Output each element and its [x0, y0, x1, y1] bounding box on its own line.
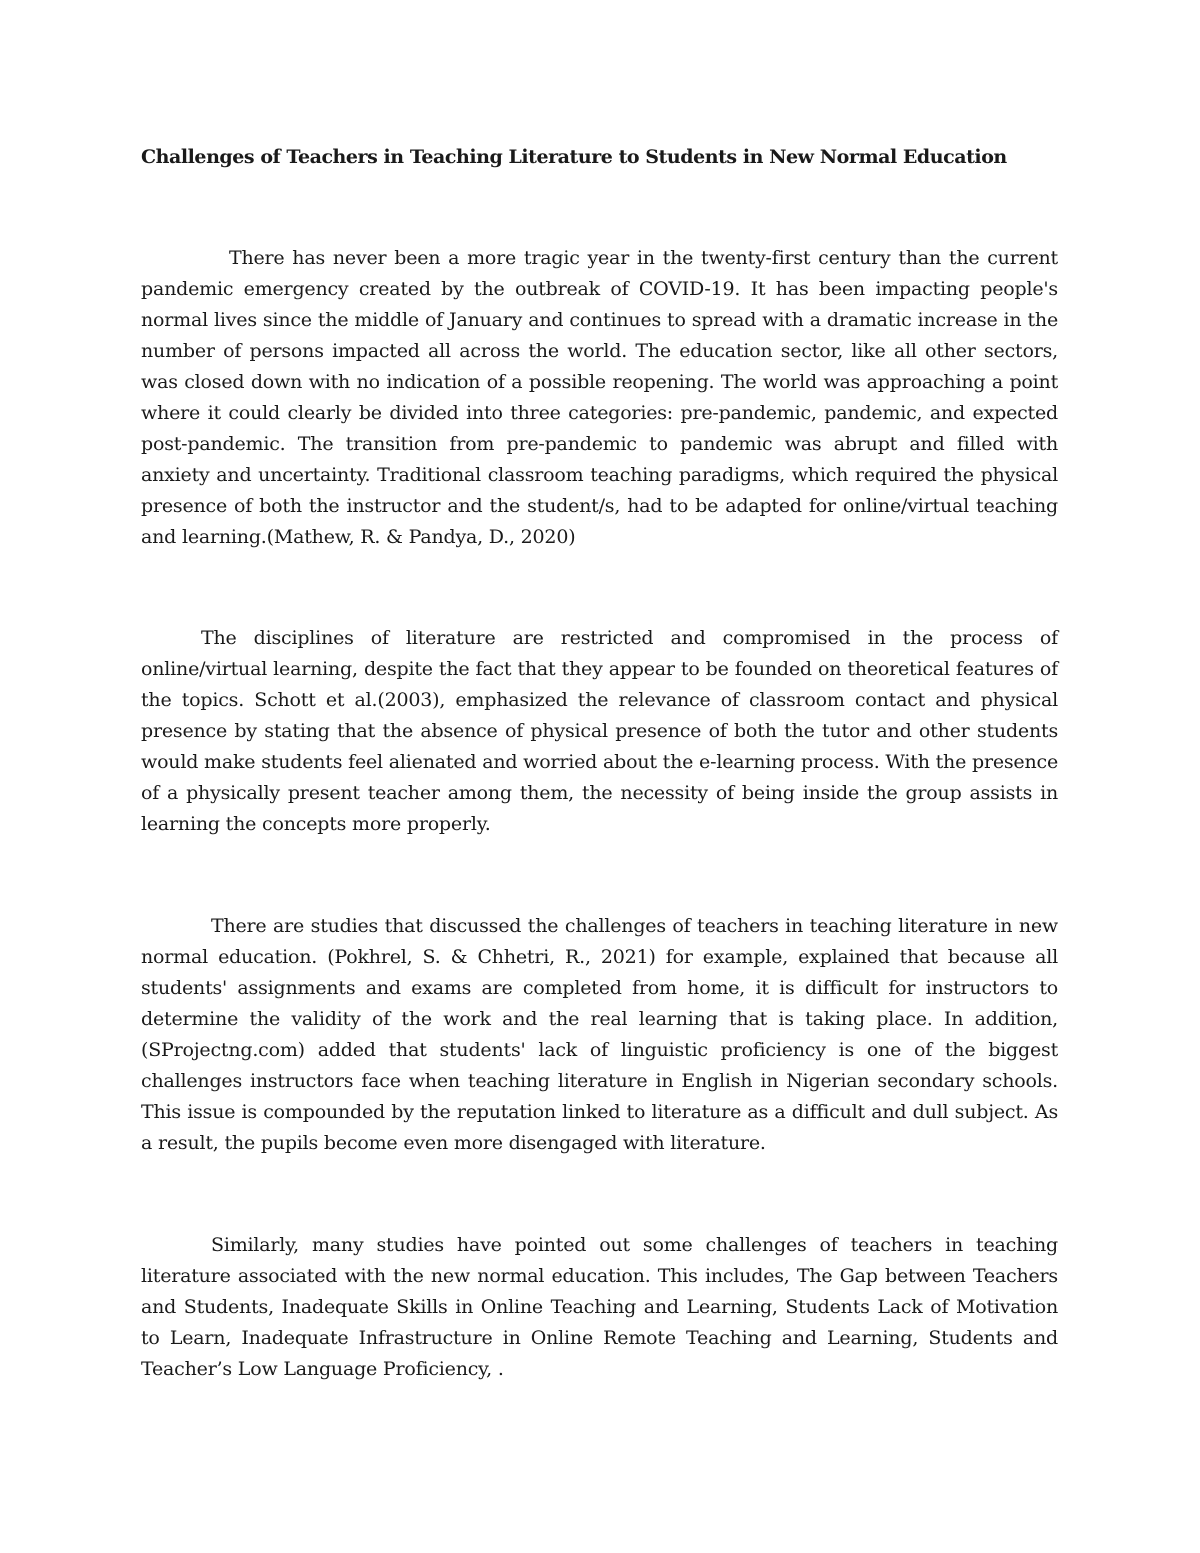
paragraph-3: There are studies that discussed the challenges of teachers in teaching literature in new normal education. (Pokhrel, S. & Chhetri, R., 2021) for example, explained that because all students' assignments and exams are completed from home, it is difficult for instructors to determine the validity of the work and the real learning that is taking place. In addition, (SProjectng.com) added that students' lack of linguistic proficiency is one of the biggest challenges instructors face when teaching literature in English in Nigerian secondary schools. This issue is compounded by the reputation linked to literature as a difficult and dull subject. As a result, the pupils become even more disengaged with literature.: [141, 915, 1058, 1154]
paragraph-2: The disciplines of literature are restricted and compromised in the process of online/virtual learning, despite the fact that they appear to be founded on theoretical features of the topics. Schott et al.(2003), emphasized the relevance of classroom contact and physical presence by stating that the absence of physical presence of both the tutor and other students would make students feel alienated and worried about the e-learning process. With the presence of a physically present teacher among them, the necessity of being inside the group assists in learning the concepts more properly.: [141, 627, 1058, 835]
paragraph-1: There has never been a more tragic year in the twenty-first century than the current pandemic emergency created by the outbreak of COVID-19. It has been impacting people's normal lives since the middle of January and continues to spread with a dramatic increase in the number of persons impacted all across the world. The education sector, like all other sectors, was closed down with no indication of a possible reopening. The world was approaching a point where it could clearly be divided into three categories: pre-pandemic, pandemic, and expected post-pandemic. The transition from pre-pandemic to pandemic was abrupt and filled with anxiety and uncertainty. Traditional classroom teaching paradigms, which required the physical presence of both the instructor and the student/s, had to be adapted for online/virtual teaching and learning.(Mathew, R. & Pandya, D., 2020): [141, 247, 1058, 548]
paragraph-4: Similarly, many studies have pointed out some challenges of teachers in teaching literature associated with the new normal education. This includes, The Gap between Teachers and Students, Inadequate Skills in Online Teaching and Learning, Students Lack of Motivation to Learn, Inadequate Infrastructure in Online Remote Teaching and Learning, Students and Teacher’s Low Language Proficiency, .: [141, 1234, 1058, 1380]
document-title: Challenges of Teachers in Teaching Literature to Students in New Normal Education: [141, 146, 1007, 168]
